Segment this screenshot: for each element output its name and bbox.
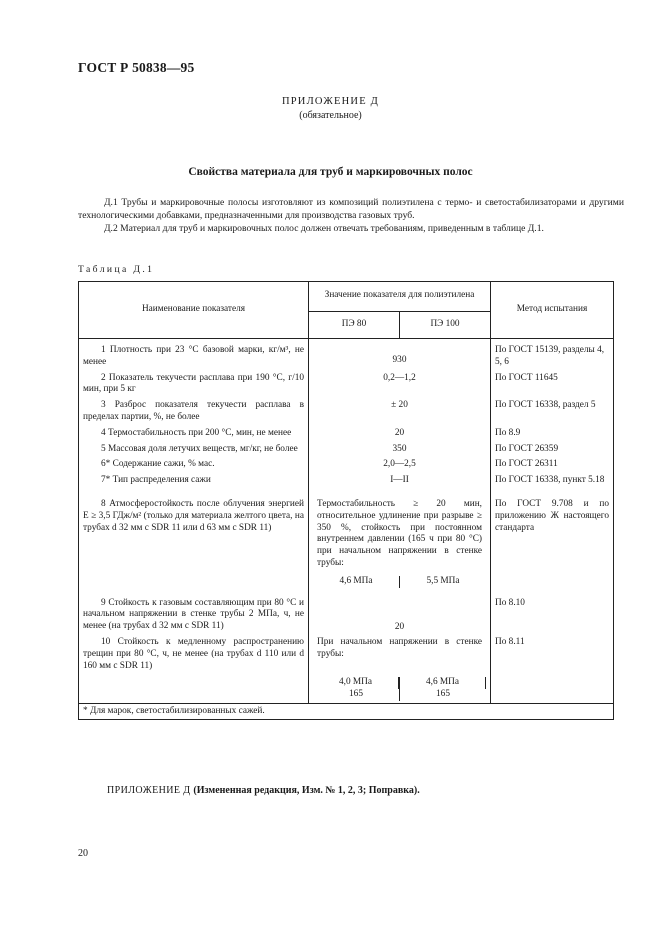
header-pe80: ПЭ 80	[309, 311, 400, 338]
row-value-pe100	[400, 677, 486, 701]
row-value: 350	[309, 442, 491, 458]
row-method: По ГОСТ 15139, разделы 4, 5, 6	[491, 339, 614, 371]
row-name: 10 Стойкость к медленному распространению трещин при 80 °С, ч, не менее (на трубах d 110 или d 160 мм с SDR 11)	[79, 635, 309, 703]
table-footnote-row	[79, 703, 614, 720]
table-row	[79, 442, 614, 458]
table-footnote: * Для марок, светостабилизированных сажей.	[79, 703, 614, 720]
header-method: Метод испытания	[491, 282, 614, 339]
row-value-group	[309, 635, 491, 703]
row-method: По ГОСТ 16338, раздел 5	[491, 398, 614, 426]
row-name: 2 Показатель текучести расплава при 190 °С, г/10 мин, при 5 кг	[79, 371, 309, 399]
table-row	[79, 457, 614, 473]
row-method: По 8.9	[491, 426, 614, 442]
row-value: При начальном напряжении в стенке трубы:	[317, 637, 482, 660]
table-row	[79, 426, 614, 442]
pe100-stress: 4,6 МПа	[400, 677, 486, 689]
row-value: 2,0—2,5	[309, 457, 491, 473]
row-value-pe100: 5,5 МПа	[426, 575, 460, 586]
row-method: По 8.11	[491, 635, 614, 703]
table-row	[79, 590, 614, 636]
appendix-title: ПРИЛОЖЕНИЕ Д	[281, 96, 380, 107]
header-pe100: ПЭ 100	[400, 311, 491, 338]
row-value: 0,2—1,2	[309, 371, 491, 399]
row-name: 1 Плотность при 23 °С базовой марки, кг/м³, не менее	[79, 339, 309, 371]
row-name: 8 Атмосферостойкость после облучения энергией E ≥ 3,5 ГДж/м² (только для материала желтого цвета, на трубах d 32 мм с SDR 11 или d 63 мм с SDR 11)	[79, 489, 309, 590]
paragraph-d2: Д.2 Материал для труб и маркировочных полос должен отвечать требованиям, приведенным в таблице Д.1.	[104, 223, 544, 234]
row-value: I—II	[309, 473, 491, 489]
row-method: По ГОСТ 26359	[491, 442, 614, 458]
row-value: 20	[309, 590, 491, 636]
pe80-stress: 4,0 МПа	[313, 677, 399, 689]
row-method: По ГОСТ 26311	[491, 457, 614, 473]
row-name: 9 Стойкость к газовым составляющим при 80 °С и начальном напряжении в стенке трубы 2 МПа, ч, не менее (на трубах d 32 мм с SDR 11)	[79, 590, 309, 636]
paragraph-d1: Д.1 Трубы и маркировочные полосы изготовляют из композиций полиэтилена с термо- и светостабилизаторами и другими технологическими добавками, предназначенными для производства газовых труб.	[78, 197, 624, 221]
row-method: По ГОСТ 9.708 и по приложению Ж настоящего стандарта	[491, 489, 614, 590]
table-row	[79, 339, 614, 371]
appendix-subtitle: (обязательное)	[299, 110, 362, 121]
row-value: 20	[309, 426, 491, 442]
table-caption: Таблица Д.1	[78, 264, 155, 275]
row-name: 4 Термостабильность при 200 °С, мин, не менее	[79, 426, 309, 442]
row-method: По 8.10	[491, 590, 614, 636]
row-value: 930	[309, 339, 491, 371]
row-subvalues	[313, 576, 486, 588]
row-method: По ГОСТ 11645	[491, 371, 614, 399]
row-name: 5 Массовая доля летучих веществ, мг/кг, не более	[79, 442, 309, 458]
row-value-group	[309, 489, 491, 590]
row-value-pe80: 4,6 МПа	[313, 576, 400, 588]
row-value: ± 20	[309, 398, 491, 426]
header-name: Наименование показателя	[79, 282, 309, 339]
row-value-pe80	[313, 677, 400, 701]
table-row	[79, 398, 614, 426]
table-row	[79, 371, 614, 399]
pe100-hours: 165	[436, 688, 450, 699]
table-row	[79, 635, 614, 703]
header-value-group: Значение показателя для полиэтилена	[309, 282, 491, 312]
row-name: 6* Содержание сажи, % мас.	[79, 457, 309, 473]
row-value: Термостабильность ≥ 20 мин, относительное удлинение при разрыве ≥ 350 %, стойкость при постоянном внутреннем давлении (165 ч при 80 °С) при начальном напряжении в стенке трубы:	[317, 498, 482, 568]
table-row	[79, 473, 614, 489]
row-name: 7* Тип распределения сажи	[79, 473, 309, 489]
change-note	[107, 785, 420, 796]
row-method: По ГОСТ 16338, пункт 5.18	[491, 473, 614, 489]
properties-table	[78, 281, 614, 720]
document-header: ГОСТ Р 50838—95	[78, 60, 195, 75]
row-name: 3 Разброс показателя текучести расплава в пределах партии, %, не более	[79, 398, 309, 426]
row-subvalues	[313, 677, 486, 701]
pe80-hours: 165	[349, 688, 363, 699]
table-row	[79, 489, 614, 590]
section-title: Свойства материала для труб и маркировочных полос	[188, 166, 473, 178]
page-number: 20	[78, 848, 88, 859]
change-note-label: ПРИЛОЖЕНИЕ Д	[107, 785, 191, 796]
change-note-text: (Измененная редакция, Изм. № 1, 2, 3; Поправка).	[193, 785, 420, 796]
